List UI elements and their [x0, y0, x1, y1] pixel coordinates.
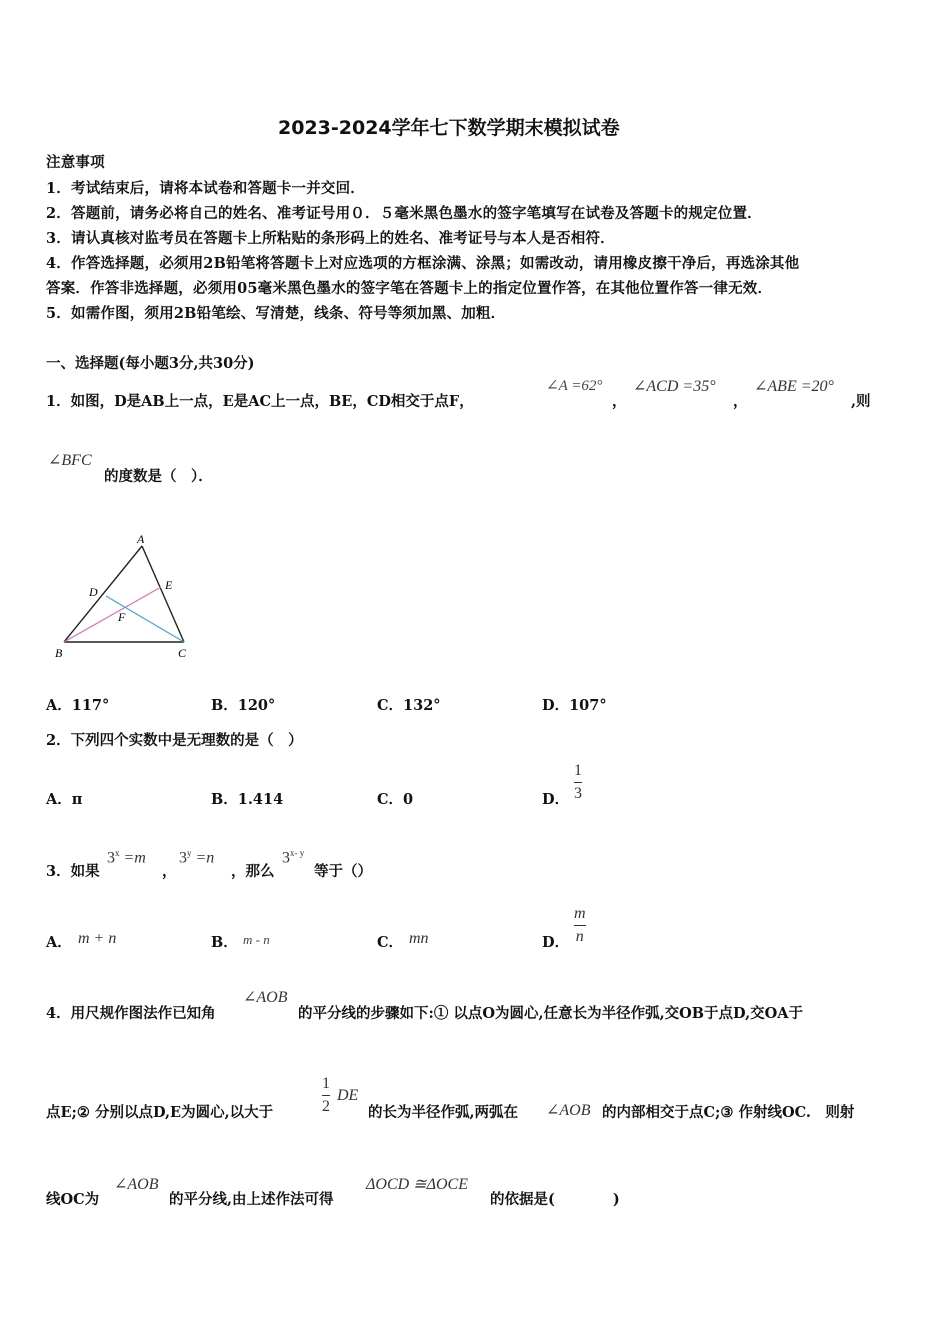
segment-be	[64, 587, 161, 642]
fraction-numerator: 1	[574, 762, 582, 779]
q4-angle-aob: ∠AOB	[243, 989, 288, 1006]
fraction-denominator: 2	[322, 1098, 330, 1115]
q3-text-a: 3．如果	[46, 863, 100, 880]
q2-fraction	[574, 763, 582, 802]
q3-option-c-expr: mn	[409, 930, 429, 947]
q1-option-d: D．107°	[542, 697, 607, 714]
q3-option-a-expr: m + n	[78, 930, 117, 947]
q4-line2-a: 点E;② 分别以点D,E为圆心,以大于	[46, 1104, 274, 1121]
q3-fraction	[574, 906, 586, 945]
q1-angle-bfc: ∠BFC	[48, 452, 92, 469]
triangle-figure	[48, 530, 198, 665]
notice-item: 2．答题前，请务必将自己的姓名、准考证号用０．５毫米黑色墨水的签字笔填写在试卷及答题卡的规定位置．	[46, 205, 762, 222]
notice-heading: 注意事项	[46, 154, 105, 171]
fraction-numerator: 1	[322, 1075, 330, 1092]
q3-option-d: D．	[542, 934, 570, 951]
q3-text-c: 等于（）	[314, 863, 372, 880]
notice-item: 3．请认真核对监考员在答题卡上所粘贴的条形码上的姓名、准考证号与本人是否相符．	[46, 230, 615, 247]
q4-line3-b: 的平分线,由上述作法可得	[169, 1191, 334, 1208]
q4-fraction	[322, 1076, 330, 1115]
q4-line3-a: 线OC为	[46, 1191, 100, 1208]
q4-line2-b: 的长为半径作弧,两弧在	[368, 1104, 519, 1121]
q1-option-a: A．117°	[46, 697, 110, 714]
label-a: A	[137, 532, 145, 546]
q1-angle-a: ∠A =62°	[546, 378, 603, 394]
label-d: D	[89, 585, 98, 599]
q3-option-c: C．	[377, 934, 404, 951]
side-ab	[64, 546, 142, 642]
q1-text: 1．如图，D是AB上一点，E是AC上一点，BE，CD相交于点F，	[46, 393, 474, 410]
notice-item: 5．如需作图，须用2B铅笔绘、写清楚，线条、符号等须加黑、加粗．	[46, 305, 506, 322]
q1-sep: ，	[733, 393, 748, 410]
q3-sep: ，	[162, 863, 177, 880]
fraction-denominator: n	[575, 928, 584, 945]
q1-text2: 的度数是（ ）．	[104, 468, 213, 485]
q4-line1-b: 的平分线的步骤如下:① 以点O为圆心,任意长为半径作弧,交OB于点D,交OA于	[298, 1005, 803, 1022]
label-c: C	[178, 646, 187, 660]
q4-angle-aob-3: ∠AOB	[114, 1176, 159, 1193]
label-e: E	[165, 578, 173, 592]
q4-line2-c: 的内部相交于点C;③ 作射线OC. 则射	[602, 1104, 855, 1121]
q2-option-c: C．0	[377, 791, 414, 808]
section-heading: 一、选择题(每小题3分,共30分)	[46, 355, 255, 372]
q3-expr-2: $3^y =n$	[179, 848, 215, 867]
q2-option-b: B．1.414	[211, 791, 284, 808]
q4-congruence: ΔOCD ≅ΔOCE	[366, 1176, 468, 1193]
q4-de: DE	[337, 1087, 359, 1104]
q1-tail: ,则	[851, 393, 871, 410]
q3-option-b-expr: m - n	[243, 932, 270, 947]
q1-angle-abe: ∠ABE =20°	[754, 378, 834, 395]
q3-expr-1: $3^x =m$	[107, 848, 146, 867]
q2-option-d: D．	[542, 791, 570, 808]
notice-item: 答案．作答非选择题，必须用05毫米黑色墨水的签字笔在答题卡上的指定位置作答，在其他位置作答一律无效．	[46, 280, 773, 297]
q1-option-c: C．132°	[377, 697, 441, 714]
q2-option-a: A．π	[46, 791, 83, 808]
q1-sep: ，	[612, 393, 627, 410]
q3-expr-3: 3$^{x- y}$	[282, 848, 305, 867]
q3-option-b: B．	[211, 934, 238, 951]
fraction-numerator: m	[574, 905, 586, 922]
fraction-denominator: 3	[574, 785, 582, 802]
q3-text-b: ，那么	[231, 863, 275, 880]
label-f: F	[118, 610, 126, 624]
q1-angle-acd: ∠ACD =35°	[633, 378, 716, 395]
notice-item: 4．作答选择题，必须用2B铅笔将答题卡上对应选项的方框涂满、涂黑；如需改动，请用橡皮擦干净后，再选涂其他	[46, 255, 800, 272]
q2-text: 2．下列四个实数中是无理数的是（ ）	[46, 732, 303, 749]
q4-angle-aob-2: ∠AOB	[546, 1102, 591, 1119]
page-title: 2023-2024学年七下数学期末模拟试卷	[278, 117, 620, 139]
q4-line1-a: 4．用尺规作图法作已知角	[46, 1005, 216, 1022]
label-b: B	[55, 646, 63, 660]
q4-line3-c: 的依据是( )	[490, 1191, 620, 1208]
q1-option-b: B．120°	[211, 697, 276, 714]
q3-option-a: A．	[46, 934, 72, 951]
notice-item: 1．考试结束后，请将本试卷和答题卡一并交回．	[46, 180, 365, 197]
